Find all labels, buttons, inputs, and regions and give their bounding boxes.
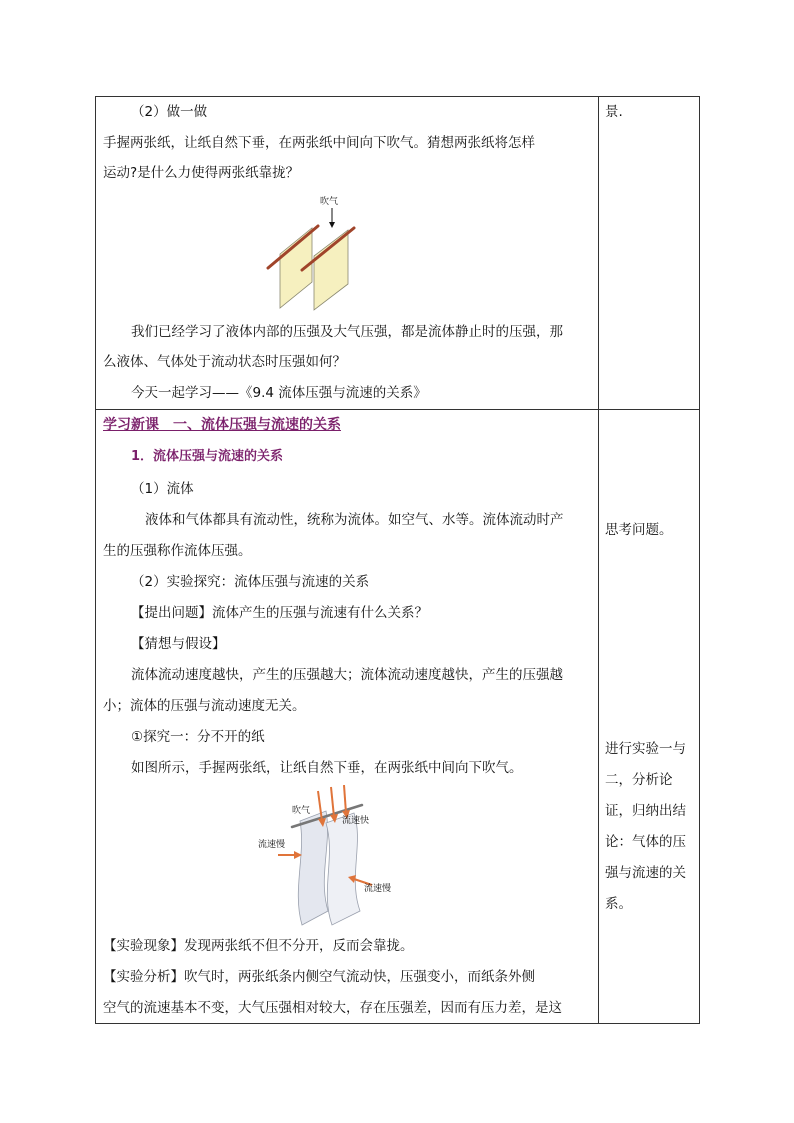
blow-label-2: 吹气 xyxy=(292,806,311,816)
question-line: 【提出问题】流体产生的压强与流速有什么关系？ xyxy=(131,605,428,621)
slow-flow-right-label: 流速慢 xyxy=(364,884,392,894)
intro-line-2: 么液体、气体处于流动状态时压强如何？ xyxy=(103,354,346,370)
hypothesis-heading: 【猜想与假设】 xyxy=(131,636,226,652)
right-note-line-2: 二，分析论 xyxy=(605,772,673,788)
right-note-line-4: 论：气体的压 xyxy=(605,834,686,850)
right-note-line-3: 证，归纳出结 xyxy=(605,803,686,819)
hypothesis-line-1: 流体流动速度越快，产生的压强越大；流体流动速度越快，产生的压强越 xyxy=(131,667,563,683)
right-note-line-1: 进行实验一与 xyxy=(605,741,686,757)
sub-title: 1．流体压强与流速的关系 xyxy=(131,449,284,464)
today-topic: 今天一起学习——《9.4 流体压强与流速的关系》 xyxy=(131,385,427,401)
hypothesis-line-2: 小；流体的压强与流动速度无关。 xyxy=(103,698,306,714)
intro-line-1: 我们已经学习了液体内部的压强及大气压强，都是流体静止时的压强，那 xyxy=(131,324,563,340)
fast-flow-label: 流速快 xyxy=(342,816,370,826)
slow-flow-left-label: 流速慢 xyxy=(258,840,286,850)
top-right-note: 景. xyxy=(605,104,623,120)
column-divider xyxy=(598,96,599,1024)
fluid-heading: （1）流体 xyxy=(131,481,194,497)
phenomenon-line: 【实验现象】发现两张纸不但不分开，反而会靠拢。 xyxy=(103,938,414,954)
do-it-line-1: 手握两张纸，让纸自然下垂，在两张纸中间向下吹气。猜想两张纸将怎样 xyxy=(103,135,535,151)
blow-label: 吹气 xyxy=(320,197,339,207)
do-it-line-2: 运动?是什么力使得两张纸靠拢？ xyxy=(103,165,300,181)
experiment-heading: （2）实验探究：流体压强与流速的关系 xyxy=(131,574,370,590)
fluid-def-line-2: 生的压强称作流体压强。 xyxy=(103,543,252,559)
right-note-line-6: 系。 xyxy=(605,896,632,912)
analysis-line-1: 【实验分析】吹气时，两张纸条内侧空气流动快，压强变小，而纸条外侧 xyxy=(103,969,535,985)
explore-one-text: 如图所示，手握两张纸，让纸自然下垂，在两张纸中间向下吹气。 xyxy=(131,760,523,776)
step-do-it-heading: （2）做一做 xyxy=(131,104,208,120)
think-question: 思考问题。 xyxy=(605,522,673,538)
airflow-papers-figure xyxy=(256,785,400,927)
section-title: 学习新课 一、流体压强与流速的关系 xyxy=(103,417,341,433)
analysis-line-2: 空气的流速基本不变，大气压强相对较大，存在压强差，因而有压力差，是这 xyxy=(103,1000,562,1016)
explore-one-heading: ①探究一：分不开的纸 xyxy=(131,729,265,745)
row-divider xyxy=(95,409,700,410)
fluid-def-line-1: 液体和气体都具有流动性，统称为流体。如空气、水等。流体流动时产 xyxy=(145,512,564,528)
two-papers-figure xyxy=(262,190,382,312)
right-note-line-5: 强与流速的关 xyxy=(605,865,686,881)
